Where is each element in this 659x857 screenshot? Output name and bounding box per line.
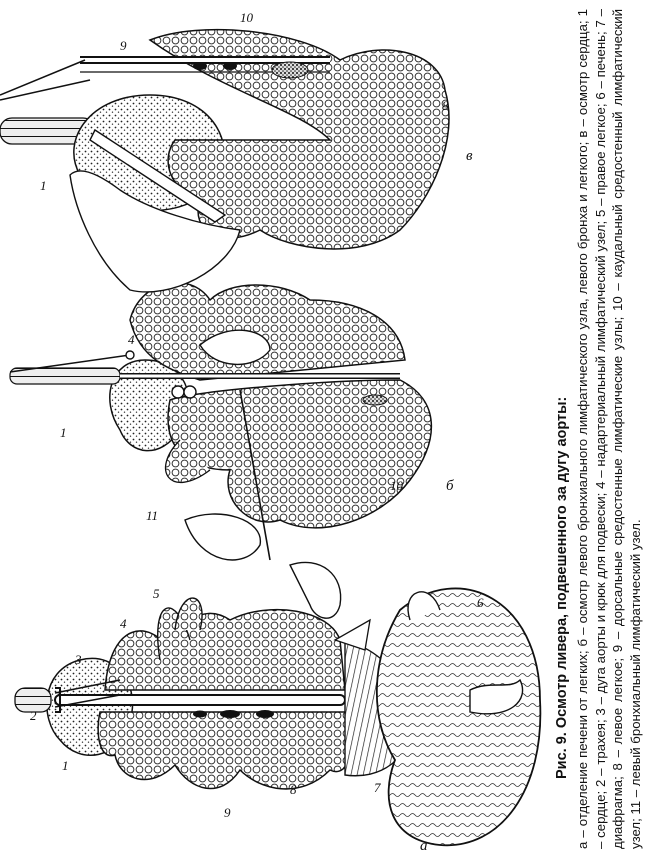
label-a-8: 8 <box>290 782 297 797</box>
label-b-10: 10 <box>390 478 403 493</box>
label-a-7: 7 <box>374 780 381 795</box>
label-c-9: 9 <box>120 38 127 53</box>
panel-label-a: а <box>420 838 428 854</box>
panel-b-upper-lung <box>130 283 405 380</box>
figure-caption <box>552 9 644 849</box>
label-a-9: 9 <box>224 805 231 820</box>
panel-a-drawing <box>15 562 540 845</box>
figure-caption-text: а – отделение печени от легких; б – осмотр левого бронхиального лимфатического узла, левого бронха и легкого; в – осмотр сердца; 1 – сердце; 2 – трахея; 3 – дуга аорты и крюк для подвески; 4 – надартериальный лимфатический узел; 5 – правое легкое; 6 – печень; 7 – диафрагма; 8 – левое легкое; 9 – дорсальные средостенные лимфатические узлы; 10 – каудальный средостенный лимфатический узел; 11 – левый бронхиальный лимфатический узел. <box>575 9 643 849</box>
label-b-11: 11 <box>146 508 159 523</box>
caption-area <box>548 0 659 857</box>
label-b-1: 1 <box>60 425 67 440</box>
panel-c-drawing <box>0 30 449 292</box>
label-a-3: 3 <box>75 652 82 667</box>
panel-label-b: б <box>446 478 454 494</box>
label-a-2: 2 <box>30 708 37 723</box>
label-b-4: 4 <box>128 332 135 347</box>
panel-b-hand-lower <box>185 514 260 560</box>
label-c-1: 1 <box>40 178 47 193</box>
panel-a-right-lung <box>105 610 345 690</box>
label-c-8: 8 <box>442 98 449 113</box>
label-c-10: 10 <box>240 10 253 25</box>
panel-b-lower-lung <box>168 380 431 528</box>
label-a-5: 5 <box>153 586 160 601</box>
panel-b-drawing <box>10 283 431 560</box>
figure-title: Рис. 9. Осмотр ливера, подвешенного за дугу аорты: <box>554 396 570 779</box>
panel-a-left-lung <box>98 712 352 789</box>
panel-a-hand <box>290 562 341 618</box>
label-a-1: 1 <box>62 758 69 773</box>
panel-label-c: в <box>466 148 473 164</box>
panel-a-liver <box>377 588 541 845</box>
label-a-4: 4 <box>120 616 127 631</box>
label-a-6: 6 <box>477 595 484 610</box>
